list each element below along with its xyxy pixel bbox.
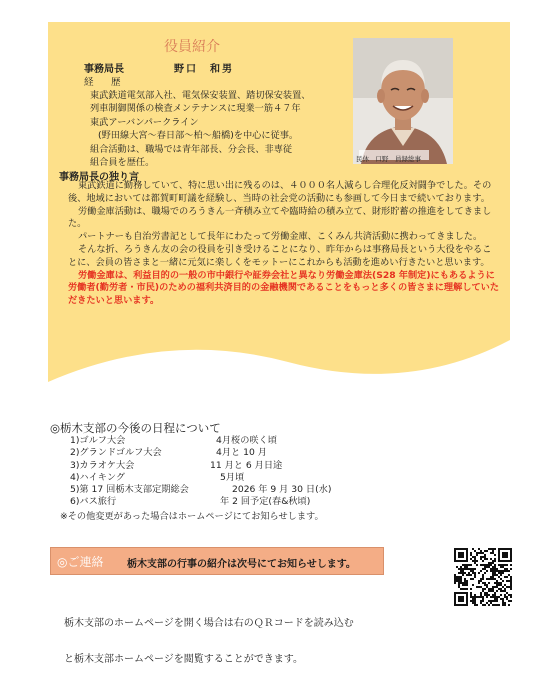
career-label: 経 歴	[84, 77, 125, 88]
schedule-list	[70, 435, 370, 509]
monologue-paragraph: そんな折、ろうきん友の会の役員を引き受けることになり、昨年からは事務局長という大役をやることに、会員の皆さまと一緒に元気に楽しくをモットーにこれからも活動を進めい行きたいと思います。	[68, 243, 492, 268]
schedule-item	[70, 460, 370, 472]
schedule-item-when: 4月と 10 月	[216, 447, 267, 459]
monologue-title: 事務局長の独り言	[59, 172, 139, 183]
contact-label: ◎ご連絡	[57, 555, 104, 569]
officer-name-line	[84, 60, 234, 75]
career-list	[84, 89, 354, 169]
schedule-item-label: 2)グランドゴルフ大会	[70, 447, 162, 459]
schedule-item-label: 3)カラオケ大会	[70, 459, 135, 471]
schedule-item-label: 4)ハイキング	[70, 471, 126, 483]
schedule-item-when: 年 2 回予定(春&秋頃)	[220, 496, 311, 508]
rokin-highlight-paragraph: 労働金庫は、利益目的の一般の市中銀行や証券会社と異なり労働金庫法(S28 年制定)にもあるように労働者(勤労者・市民)のための福利共済目的の金融機関であることをもっと多くの皆さまに理解していただきたいと思います。	[68, 269, 500, 307]
career-line: 組合活動は、職場では青年部長、分会長、非専従	[90, 143, 293, 155]
schedule-item-label: 1)ゴルフ大会	[70, 435, 126, 446]
contact-banner	[50, 547, 384, 575]
schedule-item	[70, 447, 370, 459]
monologue-body	[68, 180, 500, 308]
monologue-paragraph: 労働金庫活動は、職場でのろうきん一斉積み立てや臨時給の積み立て、財形貯蓄の推進をしてきました。	[68, 205, 492, 230]
contact-text: 栃木支部の行事の紹介は次号にてお知らせします。	[127, 559, 356, 570]
schedule-item	[70, 484, 370, 496]
schedule-item	[70, 496, 370, 508]
monologue-paragraph: 東武鉄道に勤務していて、特に思い出に残るのは、４０００名人減らし合理化反対闘争でした。その後、地域においては都賀町町議を経験し、当時の社会党の活動にも参画して今日まで続いております。	[68, 180, 492, 204]
career-line: 東武アーバンパークライン	[90, 116, 199, 128]
monologue-paragraph: パートナーも自治労書記として長年にわたって労働金庫、こくみん共済活動に携わってきました。	[78, 231, 483, 243]
schedule-note: ※その他変更があった場合はホームページにてお知らせします。	[60, 511, 324, 522]
schedule-item-when: 5月頃	[220, 471, 245, 483]
schedule-item	[70, 472, 370, 484]
homepage-instructions-line2: と栃木支部ホームページを閲覧することができます。	[64, 654, 303, 665]
schedule-item-when: 4月桜の咲く頃	[216, 435, 277, 446]
officer-role: 事務局長	[84, 64, 124, 75]
career-line: 組合員を歴任。	[90, 157, 155, 169]
homepage-instructions-line1: 栃木支部のホームページを開く場合は右のＱＲコードを読み込む	[64, 618, 354, 629]
schedule-item-when: 2026 年 9 月 30 日(水)	[232, 484, 332, 496]
schedule-item	[70, 435, 370, 447]
schedule-item-label: 6)バス旅行	[70, 496, 117, 508]
career-line: 東武鉄道電気部入社、電気保安装置、踏切保安装置、	[90, 90, 311, 101]
section-title: 役員紹介	[164, 39, 220, 55]
officer-name: 野口 和男	[174, 64, 234, 75]
schedule-item-when: 11 月と 6 月日途	[210, 459, 283, 471]
officer-portrait-photo	[353, 38, 453, 164]
photo-caption: 民休 口野 員録総事	[356, 155, 421, 163]
schedule-item-label: 5)第 17 回栃木支部定期総会	[70, 484, 189, 496]
career-line: (野田線大宮～春日部～柏～船橋)を中心に従事。	[98, 130, 299, 142]
career-line: 列車制御関係の検査メンテナンスに現業一筋４７年	[90, 103, 301, 115]
schedule-title: ◎栃木支部の今後の日程について	[50, 421, 221, 435]
qr-code-icon[interactable]	[454, 548, 512, 606]
